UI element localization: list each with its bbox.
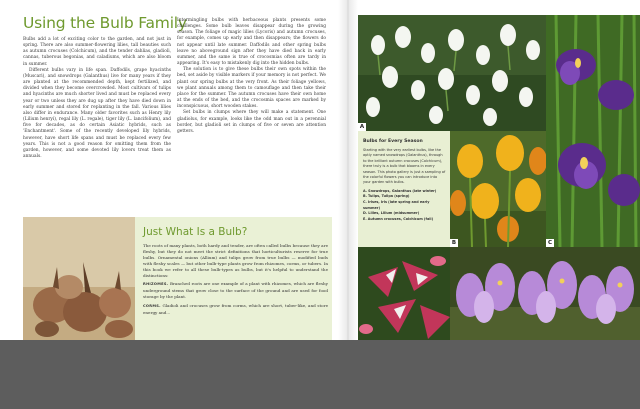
term-label: CORMS.: [143, 304, 161, 309]
paragraph: Bulbs add a lot of exciting color to the garden, and not just in spring. There are also summer-flowering lilies, tall beauties such as autumn crocuses (Colchicum), and the tender dahlias, gladioli, cannas, tuberous begonias, and caladiums, which are also bloom in summer.: [23, 37, 171, 67]
term-text: Gladioli and crocuses grow from corms, which are short, tuber-like, and store energy and...: [143, 303, 328, 316]
season-list: [363, 189, 446, 223]
page-gutter: [338, 0, 358, 340]
list-item: A. Snowdrops, Galanthus (late winter): [363, 188, 437, 193]
sidebar-box: [135, 217, 332, 340]
page-title: Using the Bulb Family: [23, 14, 187, 32]
irises-photo: [546, 15, 640, 247]
sidebar-title: Just What Is a Bulb?: [143, 226, 248, 238]
paragraph: Intermingling bulbs with herbaceous plants presents some challenges. Some bulb leaves disappear during the growing season. The foliage of magic lilies (Lycoris) and autumn crocuses, for example, comes up early and then disappears; the flowers do not appear until late summer. Daffodils and other spring bulbs leave no aboveground sign after they have died back in early summer, and the same is true of crocosmias often are tardy in appearing. It's easy to mistakenly dig into the hidden bulbs.: [177, 18, 326, 67]
sidebar-paragraph: [143, 303, 328, 316]
snowdrops-photo: [358, 15, 547, 131]
list-item: E. Autumn crocuses, Colchicum (fall): [363, 216, 434, 221]
photo-label-c: C: [547, 240, 553, 246]
viewer-background: [0, 340, 640, 409]
list-item: C. Irises, Iris (late spring and early summer): [363, 200, 430, 210]
term-text: Branched roots are one example of a plant with rhizomes, which are fleshy underground stems that grow close to the surface of the ground and are used for food storage by the plant.: [143, 281, 328, 300]
term-label: RHIZOMES.: [143, 282, 169, 287]
list-item: B. Tulips, Tulipa (spring): [363, 194, 410, 199]
paragraph: The solution is to give these bulbs their own spots within the bed, set aside by visible markers if your memory is not perfect. We plant our spring bulbs at the very front. As their foliage yellows, we plant annuals among them to camouflage and then take their place for the summer. The autumn crocuses have their own home at the ends of the bed, and the crocosmia spaces are marked by inconspicuous, short wooden stakes.: [177, 67, 326, 110]
tulips-photo: [450, 131, 546, 247]
bulbs-photo: [23, 217, 135, 340]
sidebar-paragraph: The roots of many plants, both hardy and tender, are often called bulbs because they are fleshy, but they do not meet the strict definitions that horticulturists reserve for true bulbs. Ornamental onions (Allium) and tulips grow from true bulbs — modified buds with fleshy scales — but other bulb-type plants grow from rhizomes, corms, or tubers. In this book we refer to all these bulb-types as bulbs, but it's helpful to understand the distinctions:: [143, 243, 328, 278]
body-column-right: [177, 18, 326, 135]
body-column-left: [23, 37, 171, 160]
info-body: [363, 148, 446, 222]
photo-label-b: B: [451, 240, 457, 246]
sidebar-paragraph: [143, 281, 328, 300]
lilies-photo: [358, 247, 450, 340]
bulbs-for-every-season-box: [358, 131, 450, 247]
info-paragraph: Starting with the very earliest bulbs, like the aptly named snowdrops (Galanthus), through to the brilliant autumn crocuses (Colchicum), there truly is a bulb that blooms in every season. This photo gallery is just a sampling of the colorful flowers you can introduce into your garden with bulbs.: [363, 148, 446, 185]
info-title: Bulbs for Every Season: [363, 139, 423, 144]
paragraph: Different bulbs vary in life span. Daffodils, grape hyacinths (Muscari), and snowdrops (Galanthus) live for many years if they are planted at the recommended depth, kept fertilized, and divided when they become overcrowded. Most cultivars of tulips and hyacinths are much shorter lived and must be replaced every year or two unless they are dug up after they have died down in early summer and stored for replanting in the fall. Various lilies also differ in endurance. Many older favorites such as Henry lily (Lilium henryi), regal lily (L. regale), tiger lily (L. lancifolium), and five for decades, as do certain Asiatic hybrids, such as 'Enchantment'. Some of the recently developed lily hybrids, however, have short life spans and must be replaced every few years. This is not a good reason for omitting them from the garden, however, and some devoted lily lovers treat them as annuals.: [23, 67, 171, 159]
list-item: D. Lilies, Lilium (midsummer): [363, 211, 420, 216]
autumn-crocuses-photo: [450, 247, 640, 340]
sidebar-body: [143, 243, 328, 319]
photo-label-a: A: [359, 124, 365, 130]
paragraph: Set bulbs in clumps where they will make a statement. One gladiolus, for example, looks like the odd man out in a perennial border, but gladioli set in clumps of five or seven are attention getters.: [177, 110, 326, 134]
